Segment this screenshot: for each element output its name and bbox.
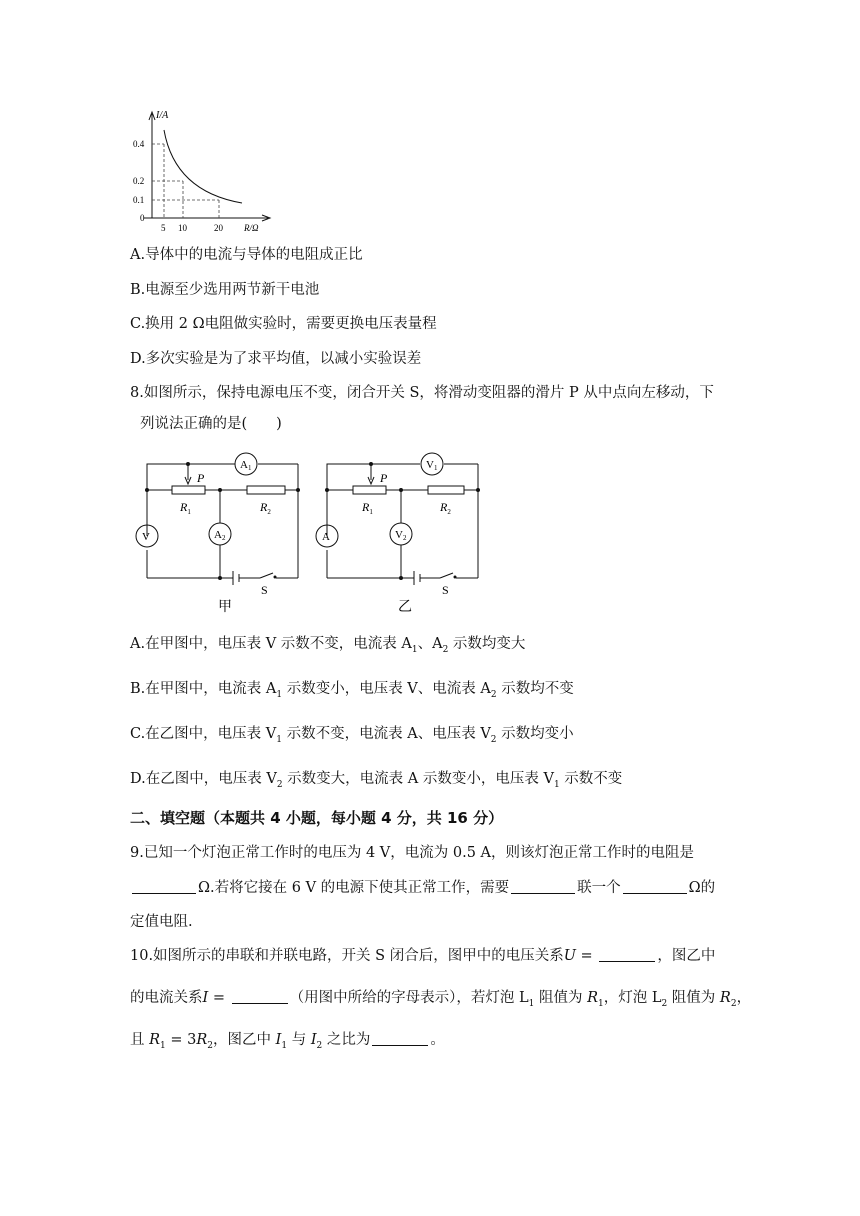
x-axis-label: R/Ω: [244, 223, 259, 233]
voltmeter-v2-label: V2: [395, 529, 407, 542]
q9-line2: Ω.若将它接在 6 V 的电源下使其正常工作，需要 联一个 Ω的: [130, 878, 715, 898]
q8-stem-line2: 列说法正确的是( ): [140, 416, 282, 432]
q8-option-d: D.在乙图中，电压表 $V_2$ 示数变大，电流表 A 示数变小，电压表 $V_1$ 示数不变: [130, 771, 623, 790]
resistor-r2-label: $R_2$: [260, 500, 271, 516]
y-tick-0: 0: [140, 213, 145, 223]
x-tick-20: 20: [214, 223, 223, 233]
q8-option-c: C.在乙图中，电压表 $V_1$ 示数不变，电流表 A、电压表 $V_2$ 示数均变小: [130, 726, 574, 745]
q7-option-d: D.多次实验是为了求平均值，以减小实验误差: [130, 351, 422, 367]
caption-yi: 乙: [398, 600, 412, 615]
q9-blank-2[interactable]: [511, 878, 575, 894]
q10-blank-1[interactable]: [599, 946, 655, 962]
q10-line1: 10.如图所示的串联和并联电路，开关 S 闭合后，图甲中的电压关系U = ，图乙中: [130, 948, 716, 964]
q7-option-b: B.电源至少选用两节新干电池: [130, 282, 320, 298]
q9-line1: 9.已知一个灯泡正常工作时的电压为 4 V，电流为 0.5 A，则该灯泡正常工作时的电阻是: [130, 845, 694, 861]
ammeter-a2-label: A2: [214, 529, 226, 542]
circuit-jia: [130, 450, 310, 620]
ammeter-a-label: A: [322, 531, 330, 543]
q10-blank-3[interactable]: [372, 1030, 428, 1046]
slider-p-label-yi: P: [380, 471, 388, 485]
q8-stem-line1: 8.如图所示，保持电源电压不变，闭合开关 S，将滑动变阻器的滑片 P 从中点向左移动，下: [130, 385, 714, 401]
x-tick-5: 5: [161, 223, 166, 233]
q10-line2: 的电流关系I = （用图中所给的字母表示），若灯泡 $L_1$ 阻值为 $R_1$，灯泡 $L_2$ 阻值为 $R_2$，: [130, 990, 752, 1009]
q10-line3: 且 $R_1 = 3R_2$，图乙中 $I_1$ 与 $I_2$ 之比为 。: [130, 1032, 445, 1051]
q8-option-b: B.在甲图中，电流表 $A_1$ 示数变小，电压表 V、电流表 $A_2$ 示数均不变: [130, 681, 574, 700]
y-axis-label: I/A: [156, 110, 169, 121]
switch-s-label: S: [261, 583, 268, 597]
section-2-heading: 二、填空题（本题共 4 小题，每小题 4 分，共 16 分）: [130, 809, 504, 827]
resistor-r1-label: $R_1$: [180, 500, 191, 516]
circuit-yi: [308, 450, 488, 620]
y-tick-0.2: 0.2: [133, 176, 145, 186]
q7-option-a: A.导体中的电流与导体的电阻成正比: [130, 247, 363, 263]
iv-curve: [164, 130, 242, 203]
y-tick-0.1: 0.1: [133, 195, 145, 205]
y-tick-0.4: 0.4: [133, 139, 145, 149]
caption-jia: 甲: [218, 600, 232, 615]
current-resistance-graph: [130, 104, 280, 234]
voltmeter-v1-label: V1: [426, 459, 438, 472]
x-tick-10: 10: [178, 223, 187, 233]
switch-s-label-yi: S: [442, 583, 449, 597]
q9-blank-1[interactable]: [132, 878, 196, 894]
resistor-r2-label-yi: $R_2$: [440, 500, 451, 516]
resistor-r1-label-yi: $R_1$: [362, 500, 373, 516]
q8-option-a: A.在甲图中，电压表 V 示数不变，电流表 $A_1$、$A_2$ 示数均变大: [130, 636, 526, 655]
dashed-guides: [152, 144, 219, 218]
voltmeter-v-label: V: [142, 531, 150, 543]
q10-blank-2[interactable]: [232, 988, 288, 1004]
q9-line3: 定值电阻.: [130, 914, 193, 930]
q7-option-c: C.换用 2 Ω电阻做实验时，需要更换电压表量程: [130, 316, 437, 332]
slider-p-label: P: [197, 471, 205, 485]
ammeter-a1-label: A1: [240, 459, 252, 472]
q9-blank-3[interactable]: [623, 878, 687, 894]
